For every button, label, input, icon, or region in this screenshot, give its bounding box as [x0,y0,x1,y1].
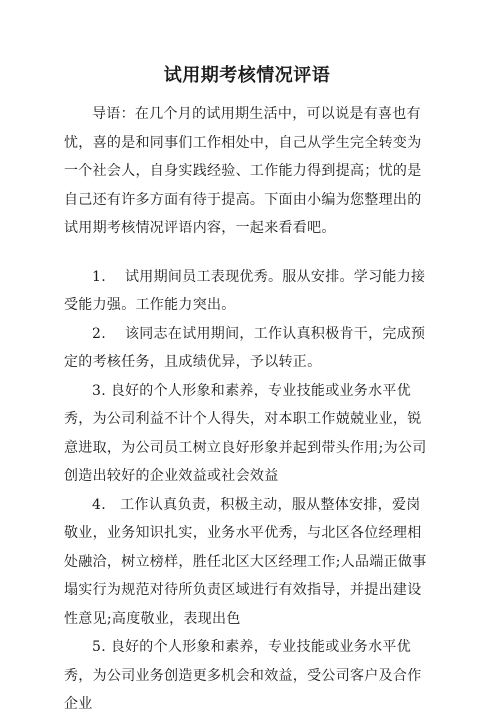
list-item: 2. 该同志在试用期间，工作认真积极肯干，完成预定的考核任务，且成绩优异，予以转正。 [64,325,426,370]
paragraph-gap [64,243,430,263]
list-item: 5. 良好的个人形象和素养，专业技能或业务水平优秀，为公司业务创造更多机会和效益，受公司客户及合作企业 [64,639,422,712]
intro-paragraph: 导语：在几个月的试用期生活中，可以说是有喜也有忧，喜的是和同事们工作相处中，自己从学生完全转变为一个社会人，自身实践经验、工作能力得到提高；忧的是自己还有许多方面有待于提高。下面由小编为您整理出的试用期考核情况评语内容，一起来看看吧。 [64,106,422,236]
list-item: 3. 良好的个人形象和素养，专业技能或业务水平优秀，为公司利益不计个人得失，对本职工作兢兢业业，锐意进取，为公司员工树立良好形象并起到带头作用;为公司创造出较好的企业效益或社会效益 [64,382,427,484]
page-title: 试用期考核情况评语 [163,65,331,86]
list-item: 1. 试用期间员工表现优秀。服从安排。学习能力接受能力强。工作能力突出。 [64,268,426,313]
list-item: 4. 工作认真负责，积极主动，服从整体安排，爱岗敬业，业务知识扎实，业务水平优秀，与北区各位经理相处融洽，树立榜样，胜任北区大区经理工作;人品端正做事塌实行为规范对待所负责区域进行有效指导，并提出建设性意见;高度敬业，表现出色 [64,496,427,627]
